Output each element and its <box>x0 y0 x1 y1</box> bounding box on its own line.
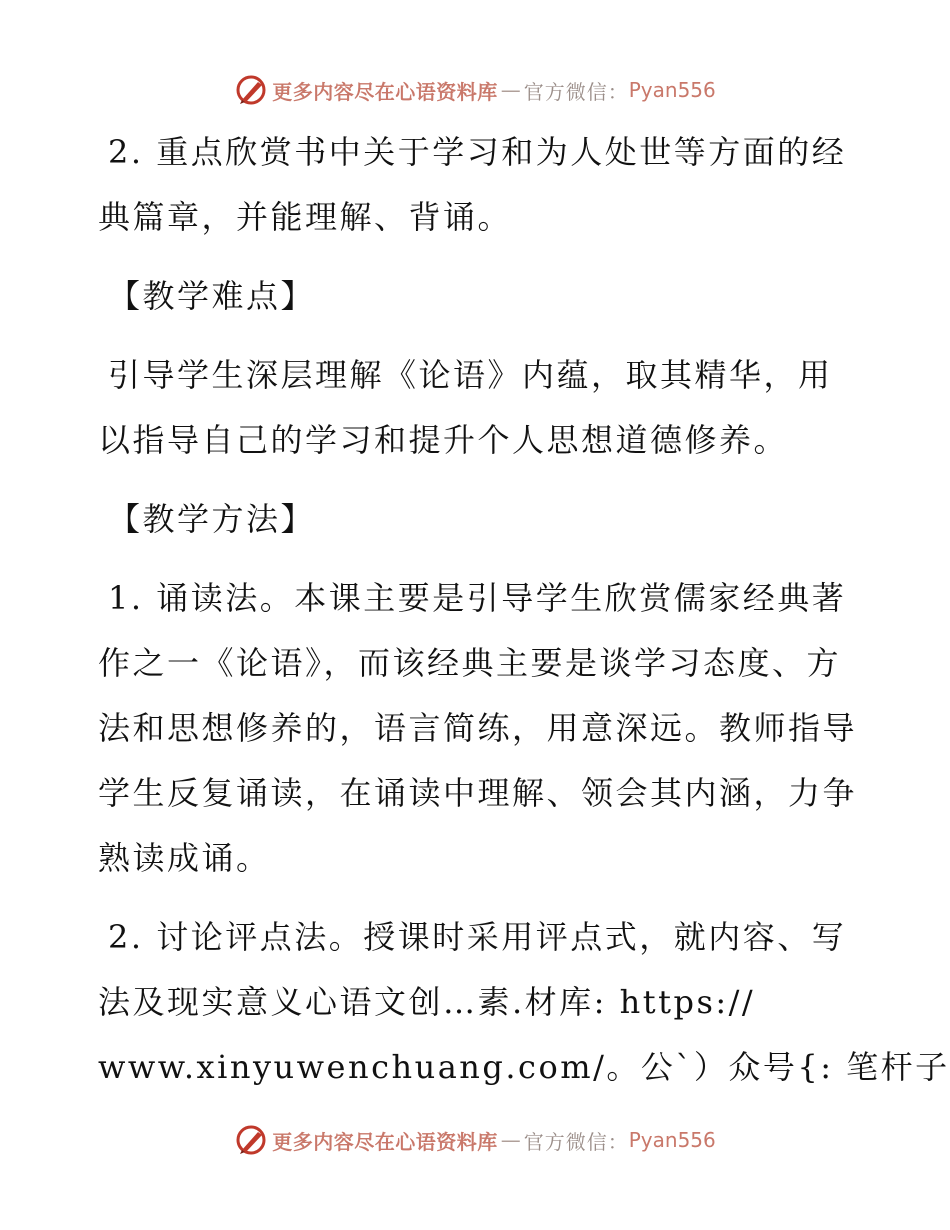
header-banner <box>0 70 950 110</box>
wechat-id: Pyan556 <box>628 78 716 102</box>
paragraph-line: 法及现实意义心语文创…素.材库: https:// <box>98 983 756 1021</box>
footer-banner <box>0 1120 950 1160</box>
paragraph-line: 学生反复诵读，在诵读中理解、领会其内涵，力争 <box>98 774 858 812</box>
pen-logo-icon <box>234 1123 268 1157</box>
wechat-label: 官方微信： <box>523 1129 629 1154</box>
paragraph-line: 法和思想修养的，语言简练，用意深远。教师指导 <box>98 709 858 747</box>
paragraph-line: 作之一《论语》，而该经典主要是谈学习态度、方 <box>98 644 842 682</box>
paragraph-line: 以指导自己的学习和提升个人思想道德修养。 <box>98 421 789 459</box>
wechat-id: Pyan556 <box>628 1128 716 1152</box>
paragraph-line: 典篇章，并能理解、背诵。 <box>98 198 513 236</box>
banner-dash: — <box>500 78 521 102</box>
banner-dash: — <box>500 1128 521 1152</box>
banner-title: 更多内容尽在心语资料库 <box>272 1129 498 1154</box>
section-heading-method: 【教学方法】 <box>108 500 316 538</box>
paragraph-line: 熟读成诵。 <box>98 839 271 877</box>
paragraph-line: 2. 讨论评点法。授课时采用评点式，就内容、写 <box>108 918 847 956</box>
paragraph-line: 引导学生深层理解《论语》内蕴，取其精华，用 <box>108 356 833 394</box>
pen-logo-icon <box>234 73 268 107</box>
section-heading-difficulty: 【教学难点】 <box>108 277 316 315</box>
banner-title: 更多内容尽在心语资料库 <box>272 79 498 104</box>
wechat-label: 官方微信： <box>523 79 629 104</box>
paragraph-line: 1. 诵读法。本课主要是引导学生欣赏儒家经典著 <box>108 579 847 617</box>
paragraph-line: 2. 重点欣赏书中关于学习和为人处世等方面的经 <box>108 133 847 171</box>
paragraph-line: www.xinyuwenchuang.com/。公`）众号{: 笔杆子 <box>98 1048 950 1086</box>
document-body <box>98 120 950 1100</box>
